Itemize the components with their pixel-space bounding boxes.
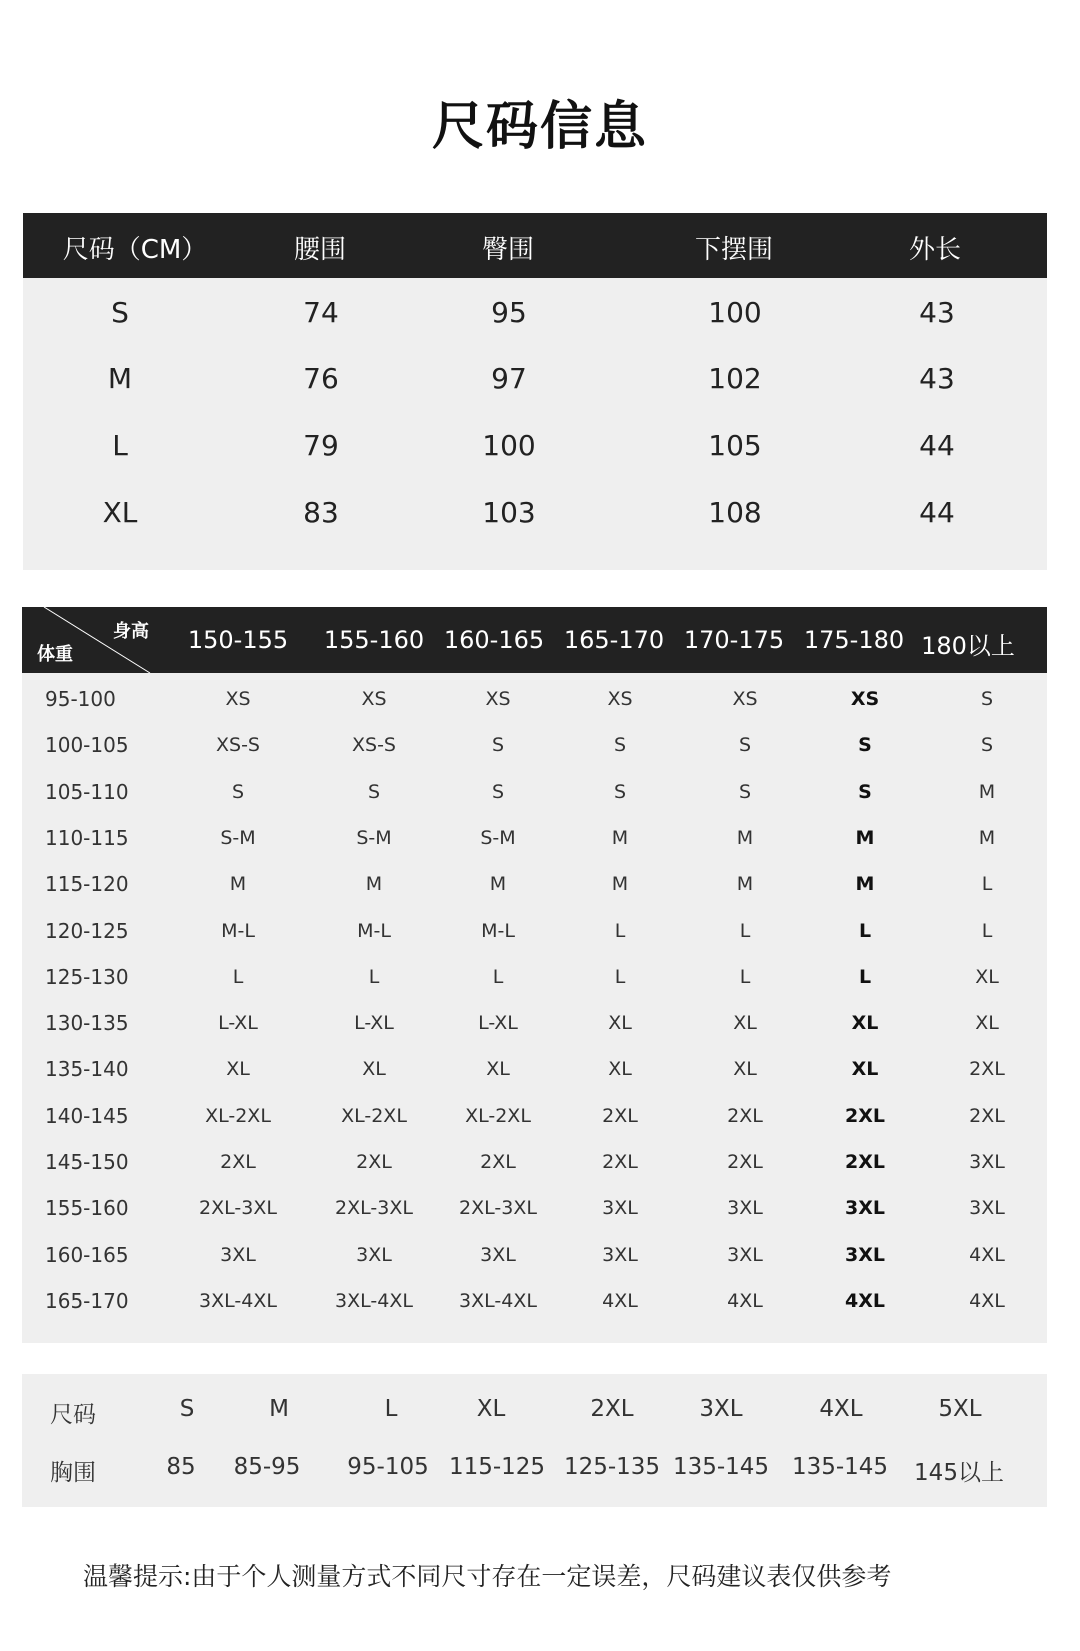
recommend-size-cell: L-XL (354, 1012, 394, 1035)
recommend-size-cell: L (739, 919, 751, 942)
header-hem: 下摆围 (694, 235, 774, 265)
weight-row-label: 95-100 (45, 687, 116, 711)
chest-table-size: 5XL (938, 1396, 982, 1422)
recommend-size-cell: 2XL (356, 1151, 392, 1173)
weight-row-label: 145-150 (45, 1150, 129, 1174)
chest-table-size: 4XL (819, 1396, 863, 1422)
recommend-size-cell: M (978, 780, 996, 803)
recommend-size-cell: M-L (357, 919, 391, 942)
recommend-size-cell: L (981, 873, 993, 896)
recommend-size-cell: S-M (480, 826, 516, 849)
recommend-size-cell: M (489, 873, 507, 896)
size-table-cell: 105 (708, 429, 762, 462)
weight-row-label: 125-130 (45, 964, 129, 989)
size-table-cell: 79 (303, 429, 339, 462)
recommend-size-cell: M (229, 873, 247, 896)
chest-table-size: L (384, 1396, 398, 1422)
recommend-size-cell: 2XL (969, 1058, 1005, 1081)
size-table-cell: 108 (708, 496, 762, 529)
weight-row-label: 135-140 (45, 1057, 129, 1082)
recommend-size-cell: 3XL (969, 1197, 1005, 1220)
height-column-header: 155-160 (323, 626, 425, 654)
page-title: 尺码信息 (431, 97, 648, 157)
recommend-size-cell: 3XL (356, 1243, 392, 1266)
chest-table-value: 145以上 (914, 1460, 1004, 1486)
weight-row-label: 140-145 (45, 1103, 129, 1128)
recommend-size-cell: L (492, 965, 504, 988)
recommend-size-cell: 3XL (727, 1243, 763, 1266)
height-column-header: 165-170 (563, 626, 665, 654)
chest-table-size: M (269, 1396, 289, 1422)
recommend-size-cell: M (736, 873, 754, 896)
size-table-body (23, 278, 1047, 570)
size-table-cell: 74 (303, 296, 339, 329)
recommend-size-cell: M (365, 873, 383, 896)
recommend-size-cell: S (491, 734, 505, 757)
recommend-size-cell: M-L (481, 919, 515, 942)
recommend-size-cell: 3XL (220, 1243, 256, 1266)
header-hip: 臀围 (481, 235, 535, 265)
size-table-cell: 76 (303, 362, 339, 395)
recommend-size-cell: 3XL-4XL (335, 1289, 413, 1312)
recommend-size-cell: 2XL (845, 1151, 885, 1173)
recommend-size-cell: 2XL (480, 1151, 516, 1173)
recommend-size-cell: XL (608, 1012, 632, 1035)
chest-table-size: 3XL (699, 1396, 743, 1422)
header-waist: 腰围 (293, 235, 347, 265)
size-table-cell: 102 (708, 362, 762, 395)
recommend-size-cell: XL (226, 1058, 250, 1081)
recommend-size-cell: L (232, 965, 244, 988)
recommend-size-cell: L (981, 919, 993, 942)
recommend-size-cell: 2XL-3XL (459, 1197, 537, 1220)
recommend-size-cell: 3XL (480, 1243, 516, 1266)
recommend-size-cell: 2XL (727, 1104, 763, 1127)
recommend-size-cell: 2XL-3XL (199, 1197, 277, 1220)
size-table-header (23, 213, 1047, 278)
recommend-size-cell: 3XL (602, 1243, 638, 1266)
recommend-size-cell: S (491, 780, 505, 803)
recommend-size-cell: S (980, 734, 994, 757)
size-table-cell: 83 (303, 496, 339, 529)
recommend-size-cell: L (858, 919, 872, 942)
height-column-header: 175-180 (803, 626, 905, 654)
recommend-size-cell: 4XL (845, 1289, 885, 1312)
recommend-size-cell: S (738, 780, 752, 803)
recommend-size-cell: XS (361, 688, 387, 710)
recommend-size-cell: 4XL (602, 1289, 638, 1312)
recommend-size-cell: L (739, 965, 751, 988)
disclaimer-note: 温馨提示:由于个人测量方式不同尺寸存在一定误差，尺码建议表仅供参考 (83, 1562, 892, 1591)
recommend-size-cell: XS-S (216, 734, 260, 757)
weight-row-label: 110-115 (45, 825, 129, 850)
recommend-size-cell: XS (732, 688, 758, 710)
recommend-size-cell: 3XL (727, 1197, 763, 1220)
size-table-cell: 103 (482, 496, 536, 529)
recommend-size-cell: XL (851, 1012, 879, 1035)
recommend-size-cell: 2XL (969, 1104, 1005, 1127)
recommend-size-cell: M (611, 826, 629, 849)
corner-weight-label: 体重 (37, 644, 73, 665)
chest-table-size: XL (476, 1396, 506, 1422)
recommend-size-cell: XL (733, 1058, 757, 1081)
recommend-size-cell: XS (485, 688, 511, 710)
recommend-size-cell: M (855, 826, 875, 849)
recommend-size-cell: M (855, 873, 875, 896)
chest-table-size: 2XL (590, 1396, 634, 1422)
recommend-size-cell: 4XL (969, 1289, 1005, 1312)
recommend-size-cell: XS-S (352, 734, 396, 757)
recommend-size-cell: L-XL (218, 1012, 258, 1035)
recommend-size-cell: XL-2XL (341, 1104, 407, 1127)
recommend-size-cell: M (611, 873, 629, 896)
recommend-size-cell: 3XL (602, 1197, 638, 1220)
recommend-size-cell: 4XL (727, 1289, 763, 1312)
recommend-size-cell: XL (733, 1012, 757, 1035)
height-column-header: 180以上 (921, 632, 1015, 660)
recommend-size-cell: 2XL (602, 1104, 638, 1127)
recommend-size-cell: S (858, 780, 872, 803)
recommend-size-cell: M (736, 826, 754, 849)
weight-row-label: 165-170 (45, 1288, 129, 1313)
size-table-cell: 100 (482, 429, 536, 462)
recommend-size-cell: XL (362, 1058, 386, 1081)
recommend-size-cell: M (978, 826, 996, 849)
chest-table-value: 125-135 (563, 1454, 661, 1480)
recommend-size-cell: S (231, 780, 245, 803)
recommend-size-cell: XL (486, 1058, 510, 1081)
size-table-cell: 43 (919, 362, 955, 395)
size-table-cell: 43 (919, 296, 955, 329)
recommend-size-cell: S-M (220, 826, 256, 849)
recommend-size-cell: XS (607, 688, 633, 710)
weight-row-label: 155-160 (45, 1196, 129, 1221)
recommend-size-cell: 4XL (969, 1243, 1005, 1266)
recommend-size-cell: L (614, 965, 626, 988)
size-table-cell: L (112, 429, 128, 462)
size-table-cell: S (111, 296, 129, 329)
header-length: 外长 (908, 235, 962, 265)
size-table-cell: XL (102, 496, 138, 529)
recommend-size-cell: XL (608, 1058, 632, 1081)
recommend-size-cell: S-M (356, 826, 392, 849)
chest-table-value: 135-145 (791, 1454, 889, 1480)
chest-table-value: 95-105 (347, 1454, 429, 1480)
recommend-size-cell: 2XL (727, 1151, 763, 1173)
height-column-header: 150-155 (187, 626, 289, 654)
chest-table-value: 85-95 (233, 1454, 301, 1480)
recommend-size-cell: XL (975, 1012, 999, 1035)
recommend-size-cell: S (367, 780, 381, 803)
size-table-cell: M (107, 362, 133, 395)
recommend-size-cell: 3XL-4XL (459, 1289, 537, 1312)
recommend-size-cell: L-XL (478, 1012, 518, 1035)
recommend-size-cell: L (858, 965, 872, 988)
weight-row-label: 115-120 (45, 872, 129, 897)
chest-table-value: 85 (166, 1454, 196, 1480)
weight-row-label: 105-110 (45, 779, 129, 804)
recommend-size-cell: M-L (221, 919, 255, 942)
size-table-cell: 95 (491, 296, 527, 329)
recommend-table-header (22, 607, 1047, 673)
recommend-size-cell: L (368, 965, 380, 988)
recommend-size-cell: 2XL (845, 1104, 885, 1127)
weight-row-label: 160-165 (45, 1242, 129, 1267)
corner-height-label: 身高 (113, 621, 149, 642)
recommend-size-cell: 2XL-3XL (335, 1197, 413, 1220)
recommend-size-cell: S (980, 688, 994, 710)
height-column-header: 160-165 (443, 626, 545, 654)
weight-row-label: 130-135 (45, 1011, 129, 1036)
recommend-size-cell: XL (975, 965, 999, 988)
recommend-size-cell: 3XL (845, 1197, 885, 1220)
weight-row-label: 120-125 (45, 918, 129, 943)
recommend-size-cell: S (613, 780, 627, 803)
recommend-size-cell: S (613, 734, 627, 757)
recommend-size-cell: XL (851, 1058, 879, 1081)
size-table-cell: 100 (708, 296, 762, 329)
size-table-cell: 44 (919, 429, 955, 462)
size-table-cell: 44 (919, 496, 955, 529)
recommend-size-cell: S (858, 734, 872, 757)
recommend-size-cell: 2XL (602, 1151, 638, 1173)
recommend-size-cell: 3XL (969, 1151, 1005, 1173)
recommend-size-cell: XL-2XL (465, 1104, 531, 1127)
chest-table-size-label: 尺码 (50, 1402, 96, 1428)
chest-table (22, 1374, 1047, 1507)
recommend-size-cell: XL-2XL (205, 1104, 271, 1127)
height-column-header: 170-175 (683, 626, 785, 654)
recommend-size-cell: XS (850, 688, 880, 710)
chest-table-size: S (179, 1396, 195, 1422)
recommend-size-cell: 2XL (220, 1151, 256, 1173)
recommend-size-cell: L (614, 919, 626, 942)
recommend-size-cell: 3XL-4XL (199, 1289, 277, 1312)
chest-table-chest-label: 胸围 (50, 1460, 96, 1486)
recommend-size-cell: S (738, 734, 752, 757)
recommend-table-body (22, 673, 1047, 1343)
size-table-cell: 97 (491, 362, 527, 395)
header-size: 尺码（CM） (62, 235, 208, 265)
chest-table-value: 135-145 (672, 1454, 770, 1480)
weight-row-label: 100-105 (45, 733, 129, 758)
recommend-size-cell: 3XL (845, 1243, 885, 1266)
recommend-size-cell: XS (225, 688, 251, 710)
chest-table-value: 115-125 (448, 1454, 546, 1480)
